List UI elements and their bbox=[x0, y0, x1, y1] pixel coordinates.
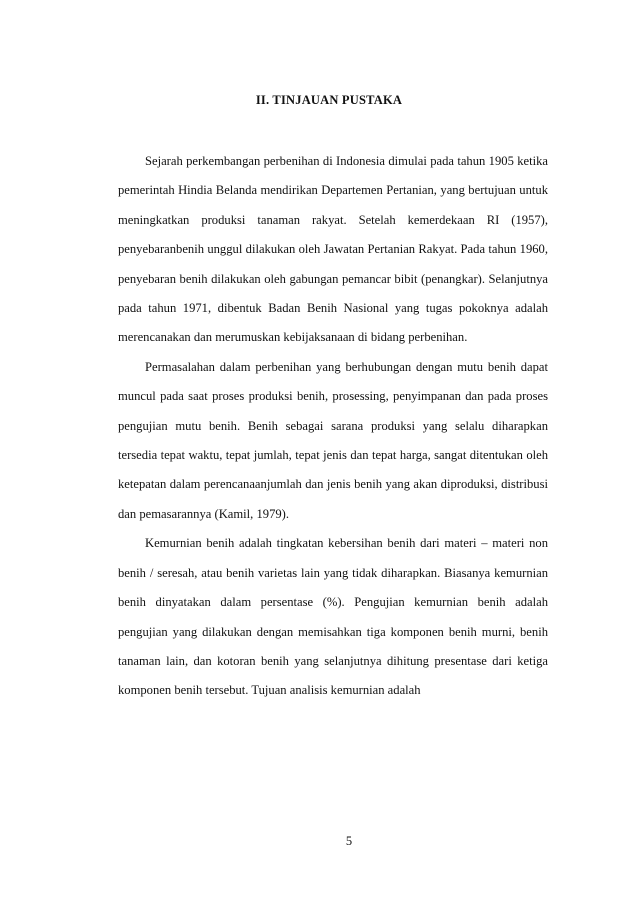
paragraph-seed-purity: Kemurnian benih adalah tingkatan kebersihan benih dari materi – materi non benih / seresah, atau benih varietas lain yang tidak diharapkan. Biasanya kemurnian benih dinyatakan dalam persentase (%). Pengujian kemurnian benih adalah pengujian yang dilakukan dengan memisahkan tiga komponen benih murni, benih tanaman lain, dan kotoran benih yang selanjutnya dihitung presentase dari ketiga komponen benih tersebut. Tujuan analisis kemurnian adalah bbox=[118, 536, 548, 698]
body-text bbox=[118, 147, 548, 706]
paragraph-quality-problems: Permasalahan dalam perbenihan yang berhubungan dengan mutu benih dapat muncul pada saat proses produksi benih, prosessing, penyimpanan dan pada proses pengujian mutu benih. Benih sebagai sarana produksi yang selalu diharapkan tersedia tepat waktu, tepat jumlah, tepat jenis dan tepat harga, sangat ditentukan oleh ketepatan dalam perencanaanjumlah dan jenis benih yang akan diproduksi, distribusi dan pemasarannya (Kamil, 1979). bbox=[118, 359, 548, 521]
page-number: 5 bbox=[345, 834, 353, 848]
paragraph-history: Sejarah perkembangan perbenihan di Indonesia dimulai pada tahun 1905 ketika pemerintah Hindia Belanda mendirikan Departemen Pertanian, yang bertujuan untuk meningkatkan produksi tanaman rakyat. Setelah kemerdekaan RI (1957), penyebaranbenih unggul dilakukan oleh Jawatan Pertanian Rakyat. Pada tahun 1960, penyebaran benih dilakukan oleh gabungan pemancar bibit (penangkar). Selanjutnya pada tahun 1971, dibentuk Badan Benih Nasional yang tugas pokoknya adalah merencanakan dan merumuskan kebijaksanaan di bidang perbenihan. bbox=[118, 154, 548, 345]
section-heading: II. TINJAUAN PUSTAKA bbox=[255, 93, 403, 107]
